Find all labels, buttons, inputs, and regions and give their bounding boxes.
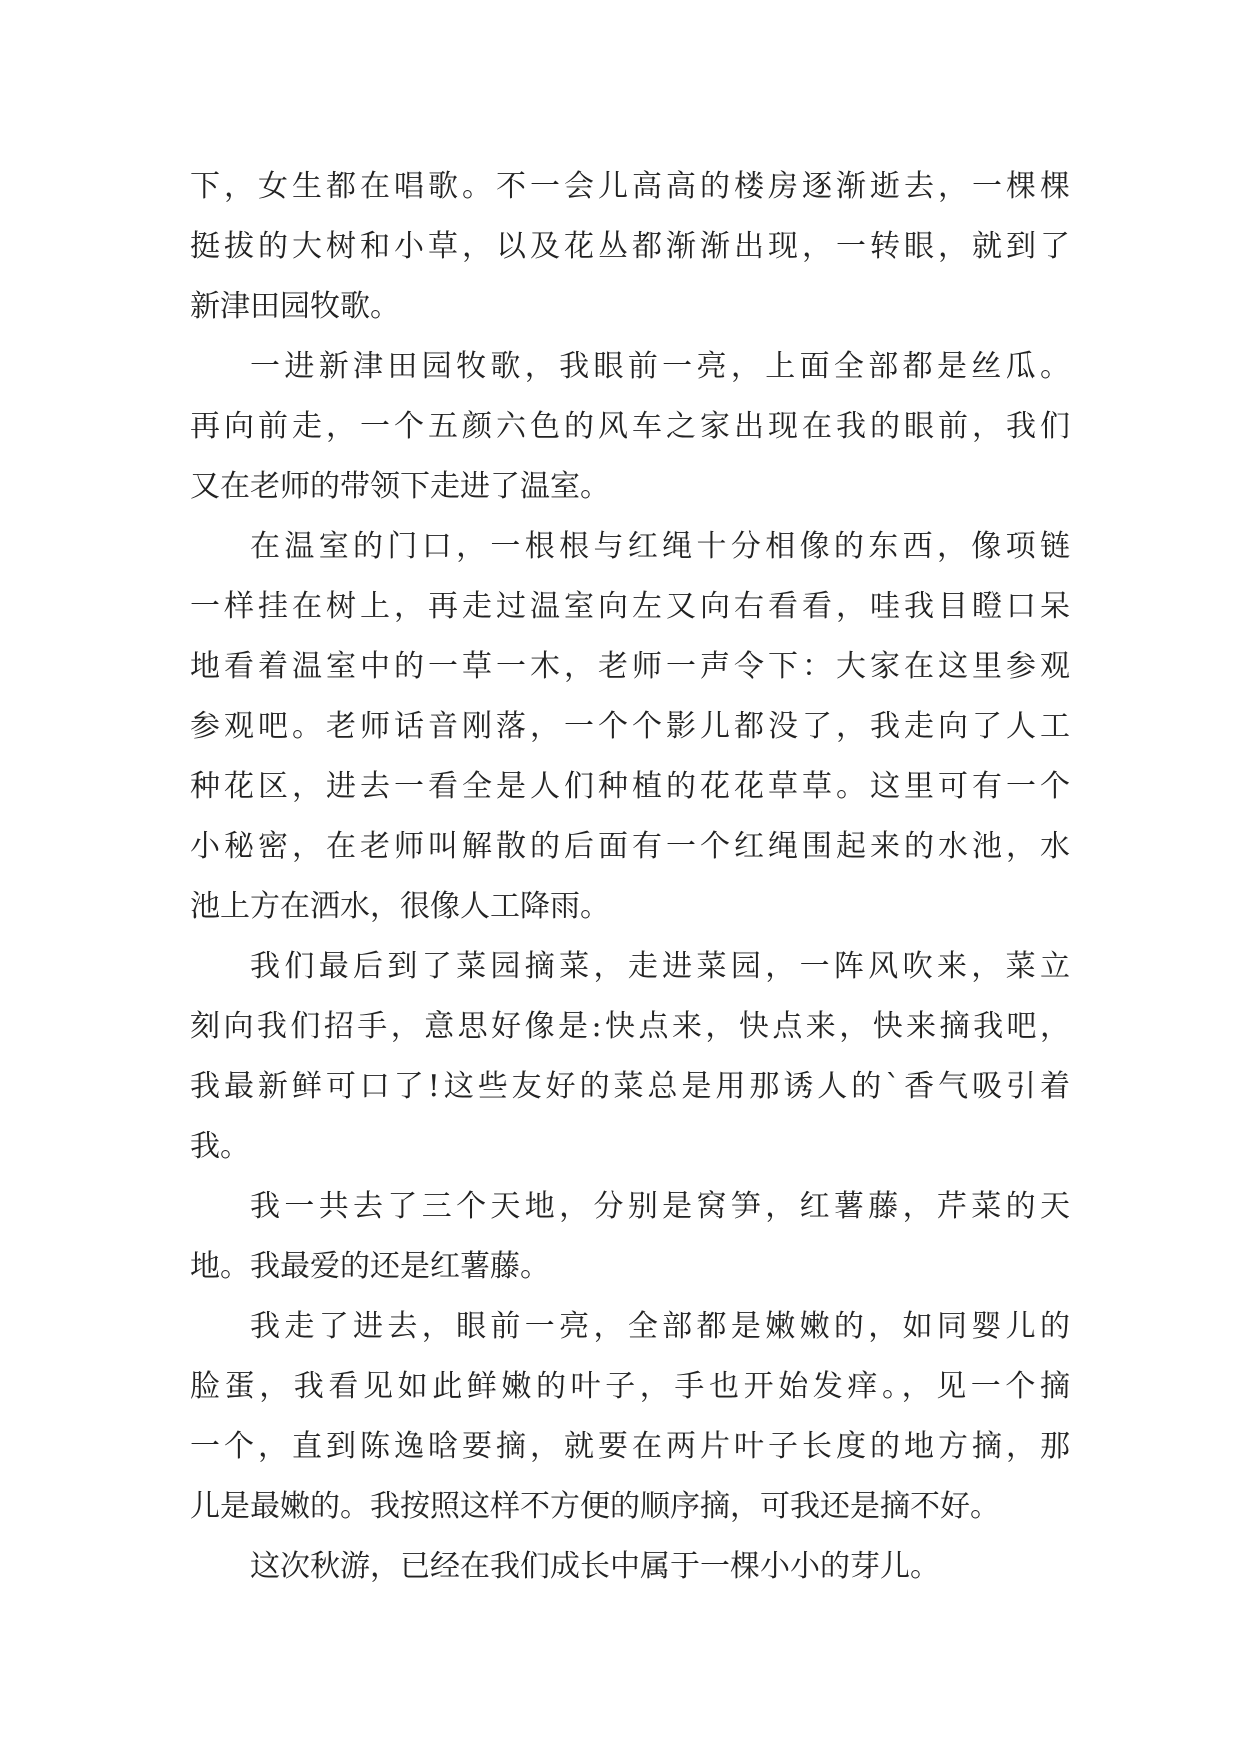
text-line: 儿是最嫩的。我按照这样不方便的顺序摘，可我还是摘不好。 — [190, 1489, 1000, 1524]
paragraph — [190, 517, 1070, 937]
text-line: 我。 — [190, 1129, 250, 1164]
text-line: 在温室的门口，一根根与红绳十分相像的东西，像项链 — [250, 529, 1070, 564]
text-line: 再向前走，一个五颜六色的风车之家出现在我的眼前，我们 — [190, 409, 1070, 444]
paragraph — [190, 1537, 1070, 1597]
text-line: 我走了进去，眼前一亮，全部都是嫩嫩的，如同婴儿的 — [250, 1309, 1070, 1344]
text-line: 新津田园牧歌。 — [190, 289, 400, 324]
text-line: 地。我最爱的还是红薯藤。 — [190, 1249, 550, 1284]
text-line: 又在老师的带领下走进了温室。 — [190, 469, 610, 504]
text-line: 种花区，进去一看全是人们种植的花花草草。这里可有一个 — [190, 769, 1070, 804]
paragraph — [190, 157, 1070, 337]
document-body — [190, 157, 1070, 1597]
text-line: 地看着温室中的一草一木，老师一声令下：大家在这里参观 — [190, 649, 1070, 684]
text-line: 小秘密，在老师叫解散的后面有一个红绳围起来的水池，水 — [190, 829, 1070, 864]
text-line: 我一共去了三个天地，分别是窝笋，红薯藤，芹菜的天 — [250, 1189, 1070, 1224]
text-line: 挺拔的大树和小草，以及花丛都渐渐出现，一转眼，就到了 — [190, 229, 1070, 264]
text-line: 一样挂在树上，再走过温室向左又向右看看，哇我目瞪口呆 — [190, 589, 1070, 624]
text-line: 这次秋游，已经在我们成长中属于一棵小小的芽儿。 — [250, 1549, 940, 1584]
text-line: 参观吧。老师话音刚落，一个个影儿都没了，我走向了人工 — [190, 709, 1070, 744]
text-line: 我最新鲜可口了!这些友好的菜总是用那诱人的`香气吸引着 — [190, 1069, 1070, 1104]
text-line: 一进新津田园牧歌，我眼前一亮，上面全部都是丝瓜。 — [250, 349, 1070, 384]
text-line: 下，女生都在唱歌。不一会儿高高的楼房逐渐逝去，一棵棵 — [190, 169, 1070, 204]
text-line: 池上方在洒水，很像人工降雨。 — [190, 889, 610, 924]
text-line: 刻向我们招手，意思好像是:快点来，快点来，快来摘我吧， — [190, 1009, 1070, 1044]
paragraph — [190, 337, 1070, 517]
text-line: 我们最后到了菜园摘菜，走进菜园，一阵风吹来，菜立 — [250, 949, 1070, 984]
paragraph — [190, 1297, 1070, 1537]
text-line: 一个，直到陈逸晗要摘，就要在两片叶子长度的地方摘，那 — [190, 1429, 1070, 1464]
paragraph — [190, 937, 1070, 1177]
text-line: 脸蛋，我看见如此鲜嫩的叶子，手也开始发痒。，见一个摘 — [190, 1369, 1070, 1404]
paragraph — [190, 1177, 1070, 1297]
